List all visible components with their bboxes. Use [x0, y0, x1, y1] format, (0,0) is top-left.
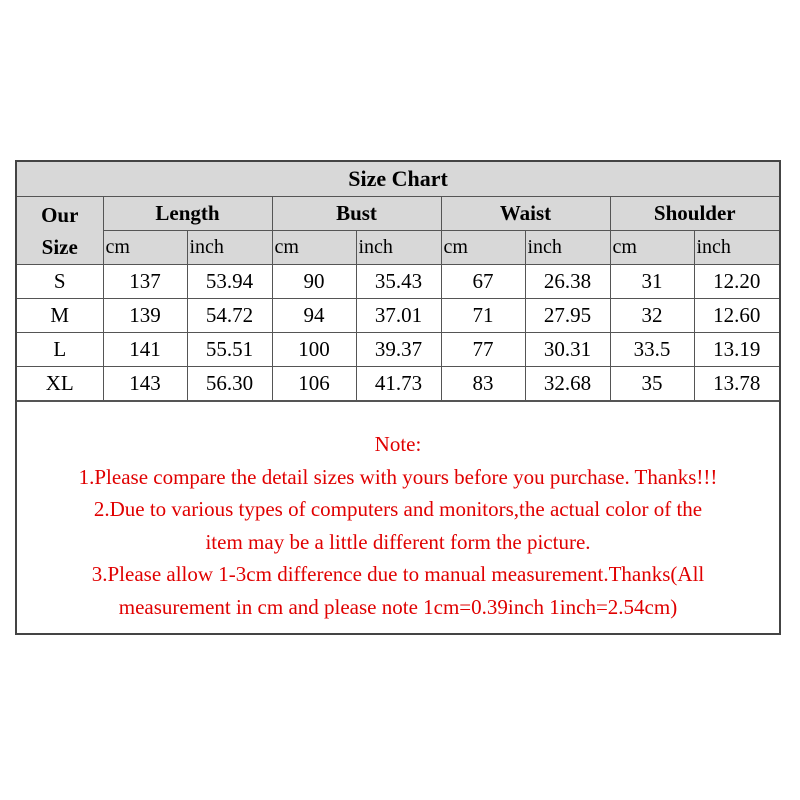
header-length: Length [103, 197, 272, 231]
table-title: Size Chart [17, 162, 779, 197]
table-row [17, 299, 779, 333]
unit-inch-shoulder: inch [694, 231, 779, 265]
value-cell: 100 [272, 333, 356, 367]
value-cell: 55.51 [187, 333, 272, 367]
value-cell: 32.68 [525, 367, 610, 401]
value-cell: 12.20 [694, 265, 779, 299]
header-bust: Bust [272, 197, 441, 231]
value-cell: 53.94 [187, 265, 272, 299]
value-cell: 35.43 [356, 265, 441, 299]
value-cell: 54.72 [187, 299, 272, 333]
unit-cm-bust: cm [272, 231, 356, 265]
value-cell: 141 [103, 333, 187, 367]
value-cell: 137 [103, 265, 187, 299]
unit-cm-waist: cm [441, 231, 525, 265]
value-cell: 83 [441, 367, 525, 401]
value-cell: 27.95 [525, 299, 610, 333]
note-line-4: 3.Please allow 1-3cm difference due to manual measurement.Thanks(All [91, 562, 705, 586]
value-cell: 37.01 [356, 299, 441, 333]
size-chart [15, 160, 781, 635]
value-cell: 106 [272, 367, 356, 401]
value-cell: 143 [103, 367, 187, 401]
value-cell: 94 [272, 299, 356, 333]
value-cell: 32 [610, 299, 694, 333]
size-cell: L [17, 333, 103, 367]
value-cell: 90 [272, 265, 356, 299]
table-row [17, 367, 779, 401]
note-line-5: measurement in cm and please note 1cm=0.39inch 1inch=2.54cm) [118, 594, 678, 619]
value-cell: 71 [441, 299, 525, 333]
value-cell: 77 [441, 333, 525, 367]
value-cell: 35 [610, 367, 694, 401]
value-cell: 30.31 [525, 333, 610, 367]
value-cell: 13.19 [694, 333, 779, 367]
size-cell: M [17, 299, 103, 333]
size-cell: XL [17, 367, 103, 401]
our-size-label-line1: Our [41, 202, 79, 227]
our-size-header [17, 197, 103, 265]
value-cell: 41.73 [356, 367, 441, 401]
value-cell: 33.5 [610, 333, 694, 367]
note-heading: Note: [374, 432, 422, 456]
table-row [17, 333, 779, 367]
size-table [17, 162, 779, 401]
value-cell: 26.38 [525, 265, 610, 299]
size-cell: S [17, 265, 103, 299]
value-cell: 39.37 [356, 333, 441, 367]
size-rows [17, 265, 779, 401]
table-row [17, 265, 779, 299]
unit-inch-bust: inch [356, 231, 441, 265]
value-cell: 13.78 [694, 367, 779, 401]
note-line-2: 2.Due to various types of computers and monitors,the actual color of the [93, 497, 703, 521]
notes-section [17, 401, 779, 623]
value-cell: 31 [610, 265, 694, 299]
unit-inch-length: inch [187, 231, 272, 265]
value-cell: 139 [103, 299, 187, 333]
value-cell: 12.60 [694, 299, 779, 333]
unit-cm-shoulder: cm [610, 231, 694, 265]
header-waist: Waist [441, 197, 610, 231]
value-cell: 67 [441, 265, 525, 299]
note-line-1: 1.Please compare the detail sizes with yours before you purchase. Thanks!!! [78, 464, 718, 489]
note-line-3: item may be a little different form the picture. [205, 529, 591, 554]
unit-inch-waist: inch [525, 231, 610, 265]
our-size-label-line2: Size [41, 234, 78, 259]
value-cell: 56.30 [187, 367, 272, 401]
unit-cm-length: cm [103, 231, 187, 265]
header-shoulder: Shoulder [610, 197, 779, 231]
